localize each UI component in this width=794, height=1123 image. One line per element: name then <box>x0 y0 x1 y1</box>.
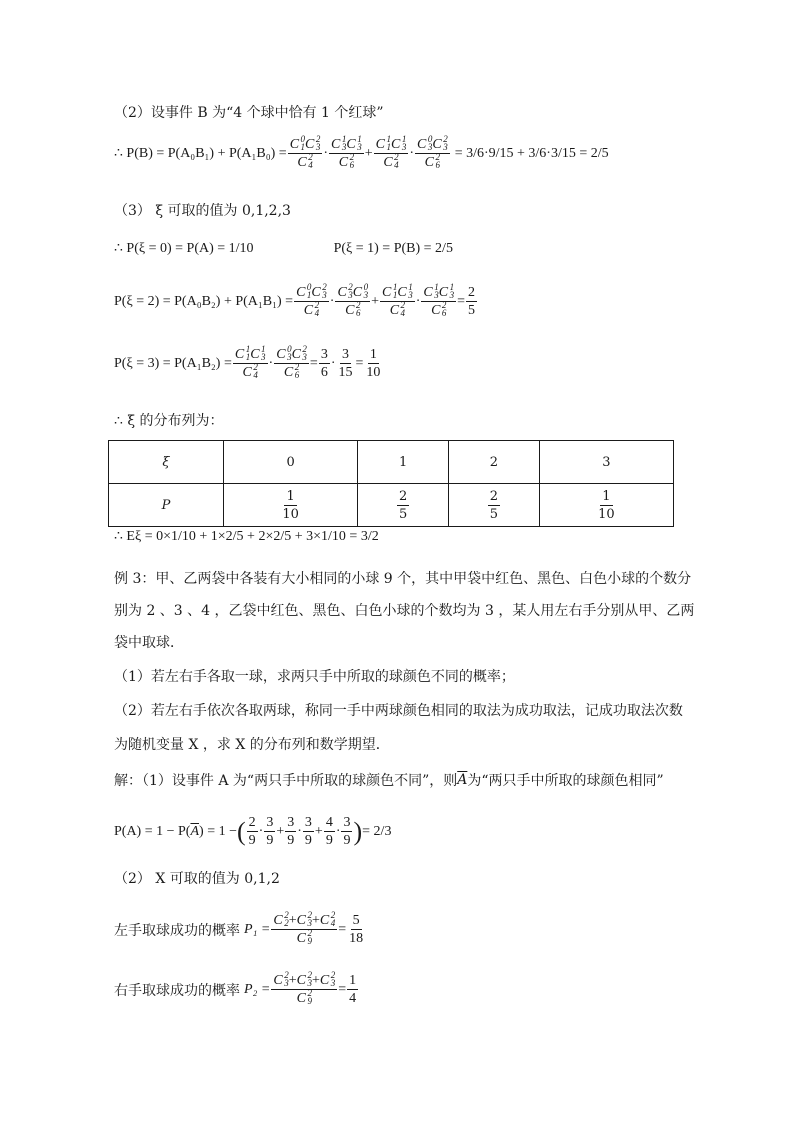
table-cell: $\frac{2}{5}$ <box>448 484 539 527</box>
expectation-equation: ∴ Eξ = 0×1/10 + 1×2/5 + 2×2/5 + 3×1/10 = 3/2 <box>114 529 379 544</box>
table-header-p: P <box>109 484 224 527</box>
pb-equation: ∴ P(B) = P(A₀B₁) + P(A₁B₀) = C 0 1 C 2 3 C 2 4 · C 1 3 C 1 3 C 2 6 + C 1 1 C 1 3 C 2 4 · C 0 3 C 2 3 C 2 6 = 3/6·9/15 + 3/6·3/15 = 2/5 <box>114 134 609 170</box>
table-row <box>109 484 674 527</box>
example3-line3: 袋中取球． <box>114 635 184 651</box>
table-cell: $\frac{1}{10}$ <box>224 484 358 527</box>
question-2-line2: 为随机变量 X ，求 X 的分布列和数学期望． <box>114 737 390 753</box>
p3-equation: P(ξ = 3) = P(A₁B₂) = C 1 1 C 1 3 C 2 4 · C 0 3 C 2 3 C 2 6 = 3 6 · 3 15 = 1 10 <box>114 344 381 380</box>
distribution-table <box>108 440 674 527</box>
example3-line2: 别为 2 、3 、4 ，乙袋中红色、黑色、白色小球的个数均为 3 ，某人用左右手分别从甲、乙两 <box>114 603 695 619</box>
distribution-heading: ∴ ξ 的分布列为： <box>114 413 224 429</box>
table-cell: $\frac{2}{5}$ <box>358 484 449 527</box>
pb-rhs: = 3/6·9/15 + 3/6·3/15 = 2/5 <box>454 145 609 161</box>
x-values-line: （2） X 可取的值为 0,1,2 <box>114 871 280 887</box>
p2-right-hand: 右手取球成功的概率 P₂ = C 2 3 +C 2 3 +C 2 3 C 2 9 = 1 4 <box>114 970 357 1006</box>
table-cell: 1 <box>358 441 449 484</box>
table-row <box>109 441 674 484</box>
a-complement: $\overline{A}$ <box>457 772 468 788</box>
part3-heading: （3） ξ 可取的值为 0,1,2,3 <box>114 203 291 219</box>
question-1: （1）若左右手各取一球，求两只手中所取的球颜色不同的概率； <box>114 669 515 685</box>
table-header-xi: ξ <box>109 441 224 484</box>
table-cell: $\frac{1}{10}$ <box>539 484 673 527</box>
p1-left-hand: 左手取球成功的概率 P₁ = C 2 2 +C 2 3 +C 2 4 C 2 9 = 5 18 <box>114 910 364 946</box>
part2-heading: （2）设事件 B 为“4 个球中恰有 1 个红球” <box>114 105 384 121</box>
p0-p1-line <box>114 240 684 257</box>
table-cell: 2 <box>448 441 539 484</box>
pb-lhs: ∴ P(B) = P(A₀B₁) + P(A₁B₀) = <box>114 146 287 161</box>
p1-equation: P(ξ = 1) = P(B) = 2/5 <box>333 240 453 256</box>
example3-line1: 例 3：甲、乙两袋中各装有大小相同的小球 9 个，其中甲袋中红色、黑色、白色小球的个数分 <box>114 571 692 587</box>
question-2-line1: （2）若左右手依次各取两球，称同一手中两球颜色相同的取法为成功取法，记成功取法次数 <box>114 703 683 719</box>
table-cell: 0 <box>224 441 358 484</box>
p2-equation: P(ξ = 2) = P(A₀B₂) + P(A₁B₁) = C 0 1 C 2 3 C 2 4 · C 2 3 C 0 3 C 2 6 + C 1 1 C 1 3 C 2 4 · C 1 3 C 1 3 C 2 6 = 2 5 <box>114 282 475 318</box>
pa-equation: P(A) = 1 − P( $\overline{A}$ ) = 1 − ( 2 9 · 3 9 + 3 9 · 3 9 + 4 9 · 3 9 ) = 2/3 <box>114 815 392 848</box>
p0-equation: ∴ P(ξ = 0) = P(A) = 1/10 <box>114 241 254 256</box>
table-cell: 3 <box>539 441 673 484</box>
solution-part1: 解：（1）设事件 A 为“两只手中所取的球颜色不同”，则 $\overline{A}$ 为“两只手中所取的球颜色相同” <box>114 772 664 789</box>
